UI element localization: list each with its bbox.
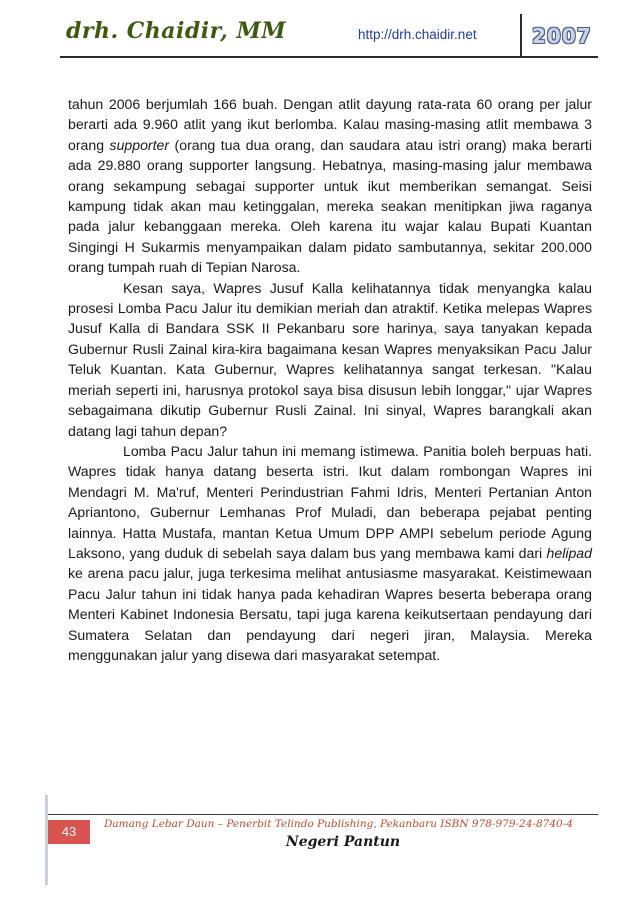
paragraph-1-part-a: tahun 2006 berjumlah 166 buah. Dengan atlit dayung rata-rata 60 orang per jalur berarti ada 9.960 atlit yang ikut berlomba. Kalau masing-masing atlit membawa 3 orang [68,96,592,153]
footer-book-title: Negeri Pantun [285,834,401,850]
paragraph-1-emphasis: supporter [109,136,170,153]
header-divider [520,14,522,56]
paragraph-1-part-b: (orang tua dua orang, dan saudara atau istri orang) maka berarti ada 29.880 orang supporter langsung. Hebatnya, masing-masing jalur membawa orang sekampung sebagai supporter untuk ikut memberikan semangat. Seisi kampung tidak akan mau ketinggalan, mereka seakan menitipkan jiwa raganya pada jalur kebanggaan mereka. Oleh karena itu wajar kalau Bupati Kuantan Singingi H Sukarmis menyampaikan dalam pidato sambutannya, sekitar 200.000 orang tumpah ruah di Tepian Narosa. [68,136,592,276]
paragraph-3 [68,441,592,665]
paragraph-3-part-b: ke arena pacu jalur, juga terkesima melihat antusiasme masyarakat. Keistimewaan Pacu Jalur tahun ini tidak hanya pada kehadiran Wapres beserta beberapa orang Menteri Kabinet Indonesia Bersatu, tapi juga karena keikutsertaan pendayung dari Sumatera Selatan dan pendayung dari negeri jiran, Malaysia. Mereka menggunakan jalur yang disewa dari masyarakat setempat. [68,565,592,663]
paragraph-1 [68,94,592,278]
body-text [68,94,592,665]
page-number-badge: 43 [48,820,90,844]
footer-credit: Damang Lebar Daun – Penerbit Telindo Publishing, Pekanbaru ISBN 978-979-24-8740-4 [104,818,573,830]
footer-rule [48,814,598,815]
header-year: 2007 [532,24,592,48]
header-rule [60,56,598,58]
paragraph-2: Kesan saya, Wapres Jusuf Kalla kelihatannya tidak menyangka kalau prosesi Lomba Pacu Jalur itu demikian meriah dan atraktif. Ketika melepas Wapres Jusuf Kalla di Bandara SSK II Pekanbaru sore harinya, saya tanyakan kepada Gubernur Rusli Zainal kira-kira bagaimana kesan Wapres menyaksikan Pacu Jalur Teluk Kuantan. Kata Gubernur, Wapres kelihatannya sangat terkesan. "Kalau meriah seperti ini, harusnya protokol saya bisa disusun lebih longgar," ujar Wapres sebagaimana dikutip Gubernur Rusli Zainal. Ini sinyal, Wapres barangkali akan datang lagi tahun depan? [68,279,592,439]
header-url[interactable]: http://drh.chaidir.net [358,27,477,42]
paragraph-3-part-a: Lomba Pacu Jalur tahun ini memang istimewa. Panitia boleh berpuas hati. Wapres tidak hanya datang beserta istri. Ikut dalam rombongan Wapres ini Mendagri M. Ma'ruf, Menteri Perindustrian Fahmi Idris, Menteri Pertanian Anton Apriantono, Gubernur Lemhanas Prof Muladi, dan beberapa pejabat penting lainnya. Hatta Mustafa, mantan Ketua Umum DPP AMPI sebelum periode Agung Laksono, yang duduk di sebelah saya dalam bus yang membawa kami dari [68,442,592,561]
paragraph-3-emphasis: helipad [546,544,592,561]
header-author: drh. Chaidir, MM [66,18,287,44]
